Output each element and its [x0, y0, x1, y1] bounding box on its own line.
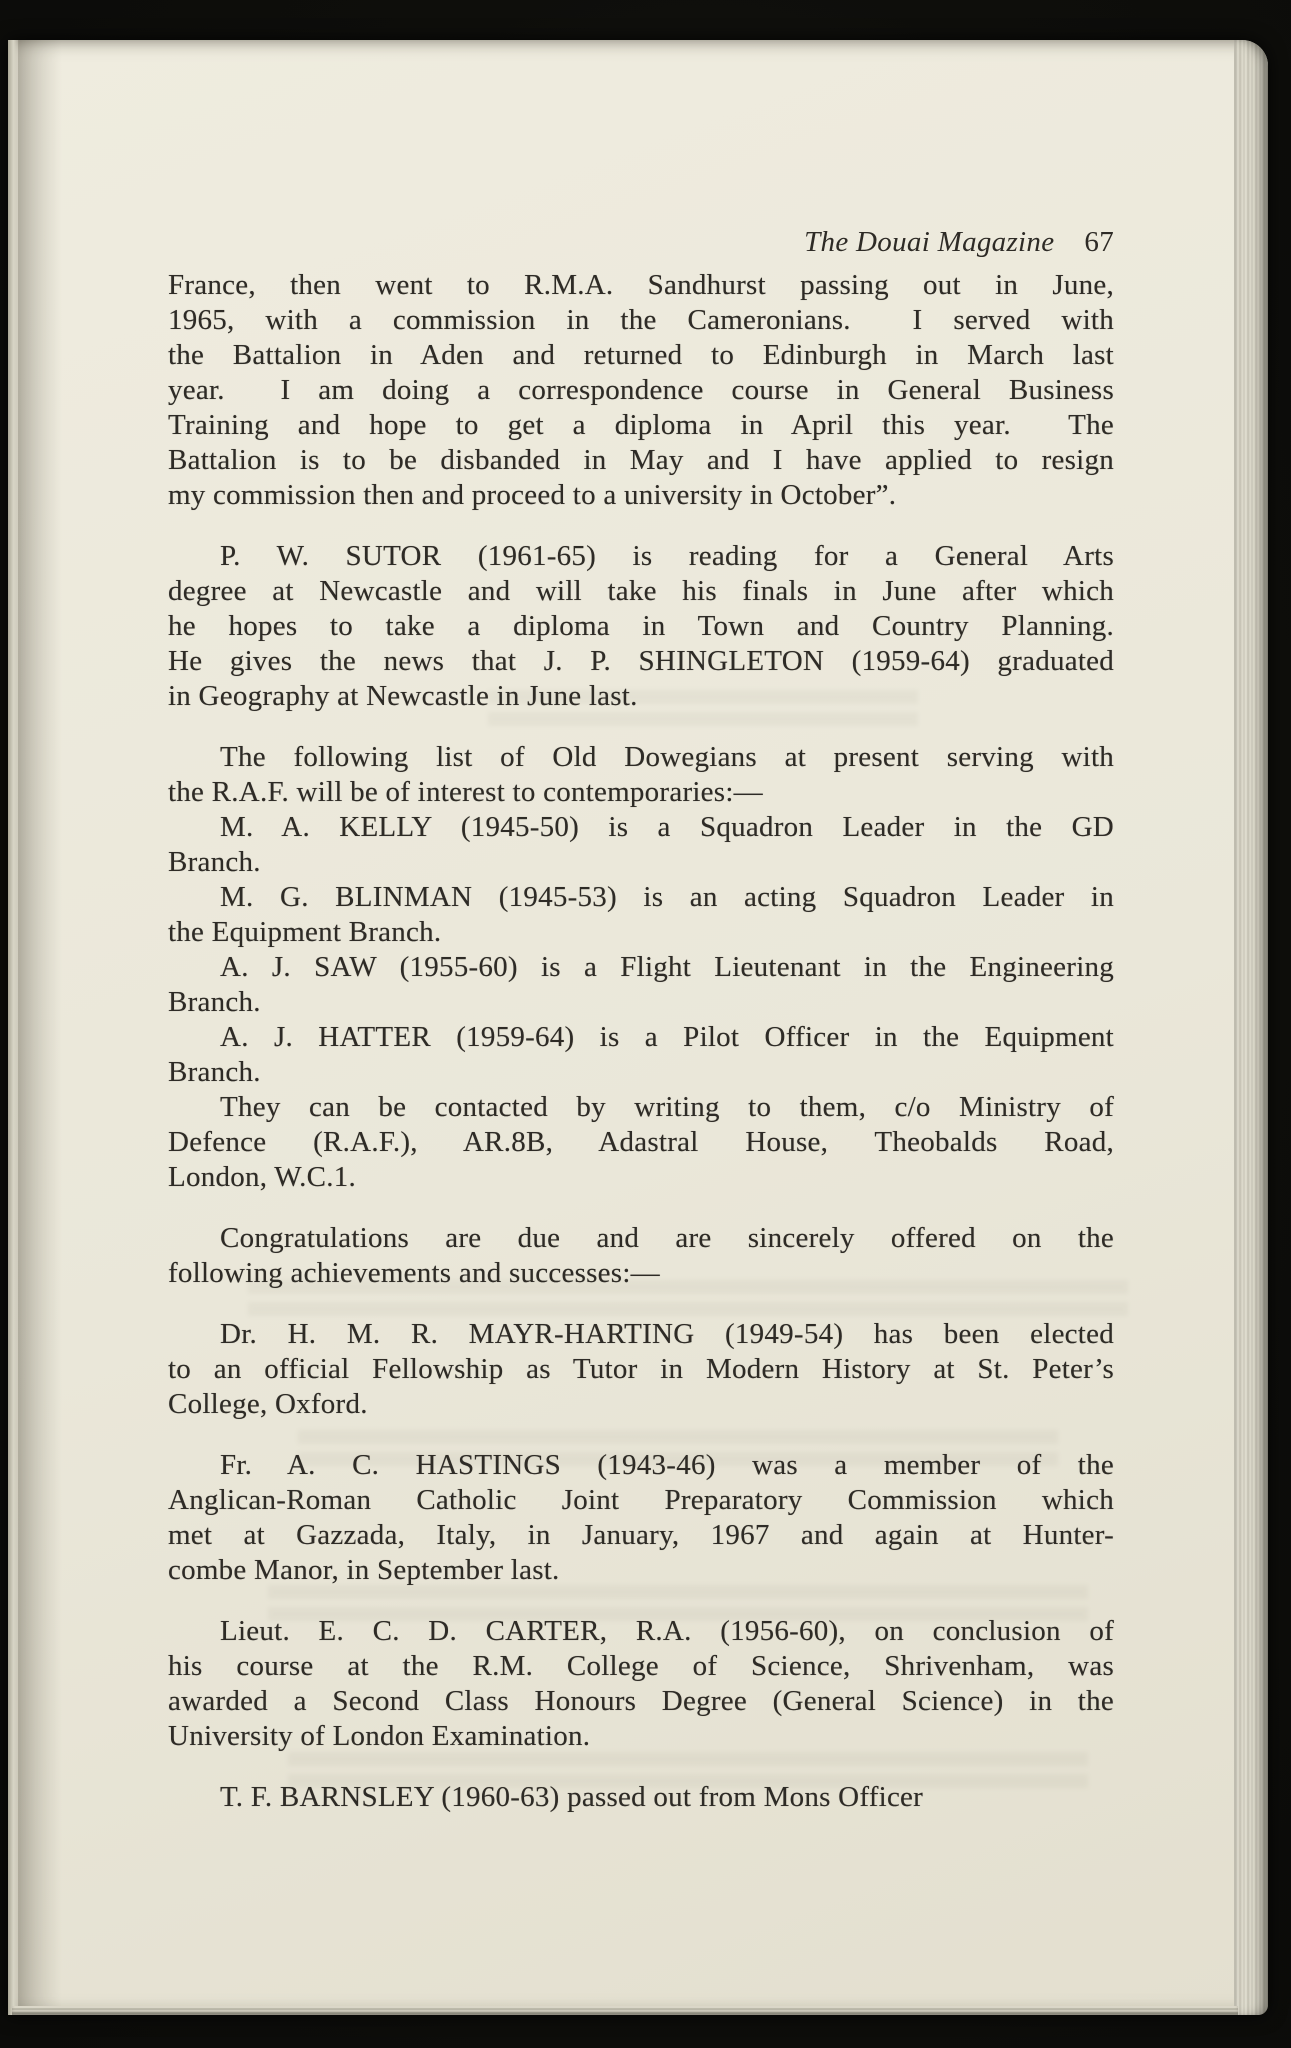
gutter-shadow: [18, 40, 62, 2015]
book-page: [8, 40, 1268, 2015]
text-line: to an official Fellowship as Tutor in Modern History at St. Peter’s: [168, 1353, 1114, 1385]
paragraph: [168, 1614, 1114, 1754]
text-line: combe Manor, in September last.: [168, 1554, 560, 1586]
text-line: Battalion is to be disbanded in May and I have applied to resign: [168, 444, 1114, 476]
page-header: [168, 190, 1114, 258]
text-line: M. G. BLINMAN (1945-53) is an acting Squadron Leader in: [220, 881, 1114, 913]
text-line: They can be contacted by writing to them, c/o Ministry of: [220, 1091, 1114, 1123]
text-line: the Battalion in Aden and returned to Edinburgh in March last: [168, 339, 1114, 371]
paragraph: [168, 1780, 1114, 1815]
text-block: [168, 268, 1114, 1815]
paragraph: [168, 1221, 1114, 1291]
text-line: Lieut. E. C. D. CARTER, R.A. (1956-60), on conclusion of: [220, 1615, 1114, 1647]
paragraph: [168, 880, 1114, 950]
text-line: University of London Examination.: [168, 1720, 591, 1752]
text-line: Branch.: [168, 986, 261, 1018]
text-line: A. J. SAW (1955-60) is a Flight Lieutenant in the Engineering: [220, 951, 1114, 983]
text-line: 1965, with a commission in the Cameronians. I served with: [168, 304, 1114, 336]
text-line: his course at the R.M. College of Science, Shrivenham, was: [168, 1650, 1114, 1682]
paragraph: [168, 1090, 1114, 1195]
page-stack-edge-right: [1234, 40, 1268, 2015]
paragraph: [168, 1317, 1114, 1422]
text-line: my commission then and proceed to a university in October”.: [168, 479, 897, 511]
page-number: 67: [1084, 226, 1114, 258]
paragraph: [168, 950, 1114, 1020]
text-line: Dr. H. M. R. MAYR-HARTING (1949-54) has been elected: [220, 1318, 1114, 1350]
text-line: A. J. HATTER (1959-64) is a Pilot Officer in the Equipment: [220, 1021, 1114, 1053]
paragraph: [168, 268, 1114, 513]
text-line: P. W. SUTOR (1961-65) is reading for a General Arts: [220, 540, 1114, 572]
text-line: met at Gazzada, Italy, in January, 1967 and again at Hunter-: [168, 1519, 1114, 1551]
text-line: College, Oxford.: [168, 1388, 368, 1420]
text-line: Defence (R.A.F.), AR.8B, Adastral House, Theobalds Road,: [168, 1126, 1114, 1158]
text-line: M. A. KELLY (1945-50) is a Squadron Leader in the GD: [220, 811, 1114, 843]
magazine-title: The Douai Magazine: [804, 226, 1055, 258]
paragraph: [168, 740, 1114, 810]
text-line: the R.A.F. will be of interest to contemporaries:—: [168, 776, 763, 808]
text-line: Branch.: [168, 1056, 261, 1088]
paragraph: [168, 539, 1114, 714]
text-line: following achievements and successes:—: [168, 1257, 660, 1289]
text-line: he hopes to take a diploma in Town and Country Planning.: [168, 610, 1114, 642]
text-line: Congratulations are due and are sincerely offered on the: [220, 1222, 1114, 1254]
text-line: year. I am doing a correspondence course in General Business: [168, 374, 1114, 406]
text-line: Fr. A. C. HASTINGS (1943-46) was a member of the: [220, 1449, 1114, 1481]
text-line: France, then went to R.M.A. Sandhurst passing out in June,: [168, 269, 1114, 301]
text-line: London, W.C.1.: [168, 1161, 356, 1193]
text-line: degree at Newcastle and will take his finals in June after which: [168, 575, 1114, 607]
text-line: in Geography at Newcastle in June last.: [168, 680, 638, 712]
text-line: the Equipment Branch.: [168, 916, 442, 948]
text-line: Training and hope to get a diploma in April this year. The: [168, 409, 1114, 441]
text-line: Anglican-Roman Catholic Joint Preparatory Commission which: [168, 1484, 1114, 1516]
text-line: awarded a Second Class Honours Degree (General Science) in the: [168, 1685, 1114, 1717]
page-stack-edge-bottom: [12, 2006, 1238, 2015]
text-line: He gives the news that J. P. SHINGLETON (1959-64) graduated: [168, 645, 1114, 677]
text-line: The following list of Old Dowegians at present serving with: [220, 741, 1114, 773]
paragraph: [168, 1448, 1114, 1588]
paragraph: [168, 1020, 1114, 1090]
text-line: T. F. BARNSLEY (1960-63) passed out from Mons Officer: [220, 1781, 924, 1813]
paragraph: [168, 810, 1114, 880]
text-line: Branch.: [168, 846, 261, 878]
